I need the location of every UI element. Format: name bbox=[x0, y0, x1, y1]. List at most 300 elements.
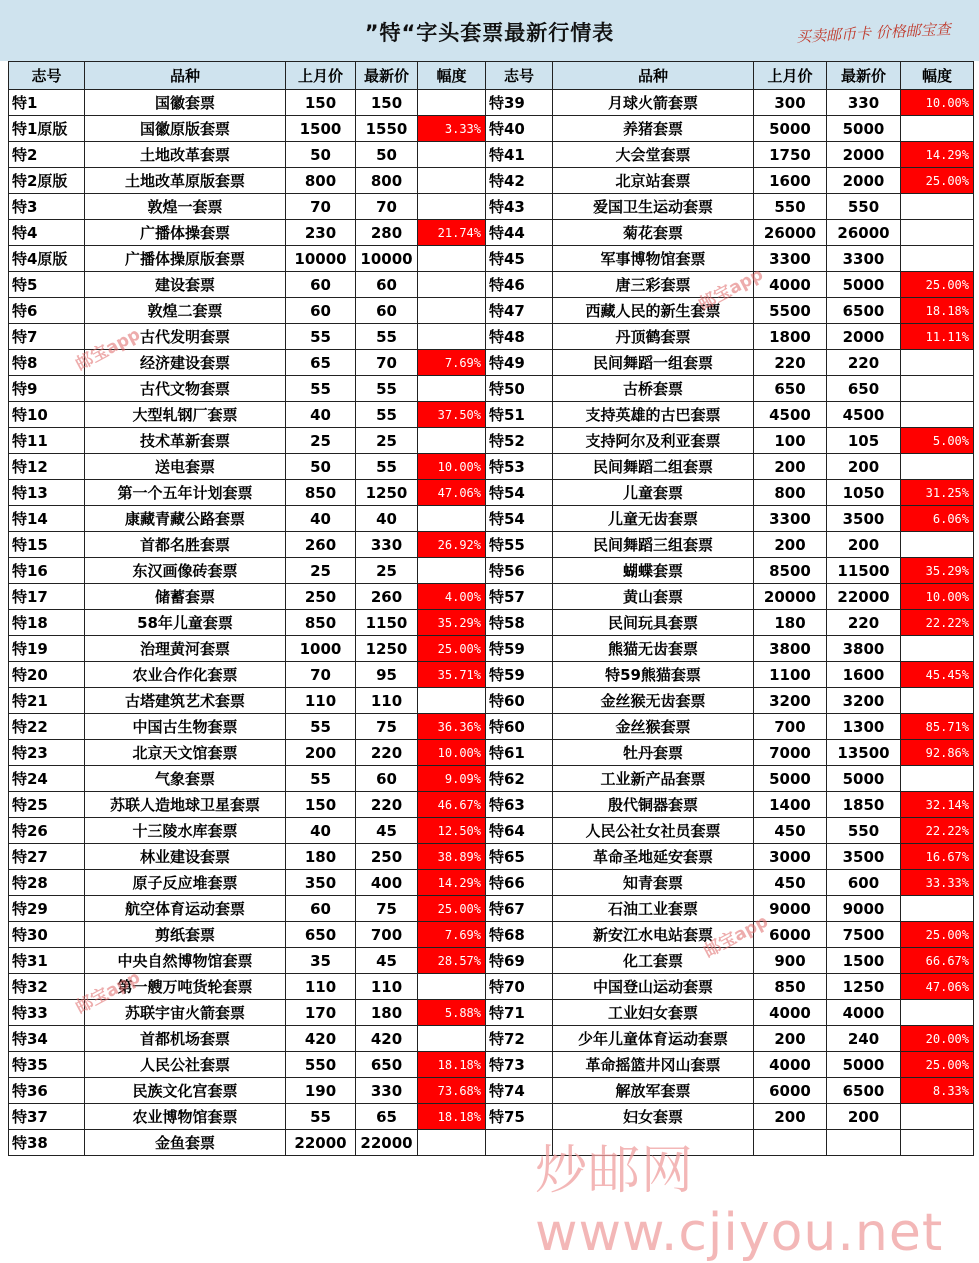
latest-price: 10000 bbox=[356, 246, 418, 272]
stamp-code: 特65 bbox=[486, 844, 553, 870]
latest-price: 6500 bbox=[827, 298, 901, 324]
watermark: 邮宝app bbox=[72, 324, 144, 375]
price-change: 25.00% bbox=[901, 168, 974, 194]
last-month-price: 35 bbox=[286, 948, 356, 974]
stamp-code: 特71 bbox=[486, 1000, 553, 1026]
last-month-price: 450 bbox=[754, 818, 827, 844]
table-row bbox=[9, 168, 974, 194]
latest-price: 26000 bbox=[827, 220, 901, 246]
stamp-code: 特72 bbox=[486, 1026, 553, 1052]
table-row bbox=[9, 246, 974, 272]
stamp-code: 特19 bbox=[9, 636, 85, 662]
latest-price: 110 bbox=[356, 688, 418, 714]
stamp-code: 特15 bbox=[9, 532, 85, 558]
stamp-name: 妇女套票 bbox=[553, 1104, 754, 1130]
latest-price: 45 bbox=[356, 818, 418, 844]
stamp-code: 特43 bbox=[486, 194, 553, 220]
stamp-code: 特26 bbox=[9, 818, 85, 844]
stamp-name: 儿童无齿套票 bbox=[553, 506, 754, 532]
latest-price: 1850 bbox=[827, 792, 901, 818]
stamp-code: 特35 bbox=[9, 1052, 85, 1078]
last-month-price: 5000 bbox=[754, 766, 827, 792]
stamp-code: 特63 bbox=[486, 792, 553, 818]
stamp-name: 民间舞蹈二组套票 bbox=[553, 454, 754, 480]
stamp-name: 苏联人造地球卫星套票 bbox=[85, 792, 286, 818]
last-month-price: 55 bbox=[286, 1104, 356, 1130]
last-month-price: 5500 bbox=[754, 298, 827, 324]
latest-price: 550 bbox=[827, 818, 901, 844]
price-change bbox=[901, 688, 974, 714]
table-header bbox=[9, 62, 974, 90]
price-change bbox=[901, 116, 974, 142]
last-month-price: 450 bbox=[754, 870, 827, 896]
latest-price: 1550 bbox=[356, 116, 418, 142]
stamp-name: 革命圣地延安套票 bbox=[553, 844, 754, 870]
latest-price: 70 bbox=[356, 194, 418, 220]
stamp-name: 治理黄河套票 bbox=[85, 636, 286, 662]
price-change: 11.11% bbox=[901, 324, 974, 350]
price-change bbox=[901, 220, 974, 246]
price-change: 25.00% bbox=[901, 922, 974, 948]
table-row bbox=[9, 532, 974, 558]
latest-price: 7500 bbox=[827, 922, 901, 948]
stamp-name: 大型轧钢厂套票 bbox=[85, 402, 286, 428]
stamp-name: 农业合作化套票 bbox=[85, 662, 286, 688]
header-latest: 最新价 bbox=[827, 62, 901, 90]
price-change: 35.71% bbox=[418, 662, 486, 688]
stamp-name: 苏联宇宙火箭套票 bbox=[85, 1000, 286, 1026]
stamp-name: 第一个五年计划套票 bbox=[85, 480, 286, 506]
stamp-code: 特1原版 bbox=[9, 116, 85, 142]
last-month-price: 1800 bbox=[754, 324, 827, 350]
stamp-name: 第一艘万吨货轮套票 bbox=[85, 974, 286, 1000]
stamp-name: 养猪套票 bbox=[553, 116, 754, 142]
stamp-name: 金丝猴无齿套票 bbox=[553, 688, 754, 714]
ad-slogan: 买卖邮币卡 价格邮宝查 bbox=[795, 19, 952, 47]
last-month-price: 8500 bbox=[754, 558, 827, 584]
last-month-price: 50 bbox=[286, 142, 356, 168]
table-row bbox=[9, 558, 974, 584]
stamp-code: 特14 bbox=[9, 506, 85, 532]
table-row bbox=[9, 870, 974, 896]
last-month-price: 5000 bbox=[754, 116, 827, 142]
stamp-code: 特6 bbox=[9, 298, 85, 324]
table-row bbox=[9, 740, 974, 766]
stamp-code: 特52 bbox=[486, 428, 553, 454]
table-row bbox=[9, 662, 974, 688]
latest-price: 220 bbox=[356, 740, 418, 766]
stamp-code: 特24 bbox=[9, 766, 85, 792]
stamp-code: 特16 bbox=[9, 558, 85, 584]
stamp-name: 少年儿童体育运动套票 bbox=[553, 1026, 754, 1052]
latest-price: 250 bbox=[356, 844, 418, 870]
table-row bbox=[9, 636, 974, 662]
stamp-name: 首都机场套票 bbox=[85, 1026, 286, 1052]
stamp-name: 殷代铜器套票 bbox=[553, 792, 754, 818]
last-month-price: 60 bbox=[286, 298, 356, 324]
stamp-name: 儿童套票 bbox=[553, 480, 754, 506]
latest-price: 4500 bbox=[827, 402, 901, 428]
last-month-price: 1100 bbox=[754, 662, 827, 688]
price-change: 3.33% bbox=[418, 116, 486, 142]
stamp-name: 土地改革套票 bbox=[85, 142, 286, 168]
stamp-code: 特10 bbox=[9, 402, 85, 428]
stamp-code: 特27 bbox=[9, 844, 85, 870]
table-row bbox=[9, 844, 974, 870]
stamp-name: 北京天文馆套票 bbox=[85, 740, 286, 766]
table-row bbox=[9, 896, 974, 922]
latest-price: 6500 bbox=[827, 1078, 901, 1104]
price-change bbox=[418, 90, 486, 116]
latest-price: 75 bbox=[356, 896, 418, 922]
last-month-price: 230 bbox=[286, 220, 356, 246]
stamp-name: 支持阿尔及利亚套票 bbox=[553, 428, 754, 454]
stamp-name: 石油工业套票 bbox=[553, 896, 754, 922]
table-row bbox=[9, 792, 974, 818]
latest-price: 1150 bbox=[356, 610, 418, 636]
latest-price: 400 bbox=[356, 870, 418, 896]
latest-price: 1500 bbox=[827, 948, 901, 974]
latest-price: 5000 bbox=[827, 1052, 901, 1078]
latest-price: 200 bbox=[827, 532, 901, 558]
latest-price: 280 bbox=[356, 220, 418, 246]
price-change: 12.50% bbox=[418, 818, 486, 844]
table-row bbox=[9, 584, 974, 610]
latest-price: 4000 bbox=[827, 1000, 901, 1026]
stamp-code: 特3 bbox=[9, 194, 85, 220]
stamp-name: 首都名胜套票 bbox=[85, 532, 286, 558]
latest-price: 45 bbox=[356, 948, 418, 974]
header-code: 志号 bbox=[9, 62, 85, 90]
price-change: 18.18% bbox=[901, 298, 974, 324]
latest-price: 330 bbox=[356, 1078, 418, 1104]
header-prev: 上月价 bbox=[286, 62, 356, 90]
price-change: 25.00% bbox=[901, 1052, 974, 1078]
stamp-code bbox=[486, 1130, 553, 1156]
table-row bbox=[9, 1000, 974, 1026]
last-month-price: 26000 bbox=[754, 220, 827, 246]
last-month-price: 170 bbox=[286, 1000, 356, 1026]
price-change: 8.33% bbox=[901, 1078, 974, 1104]
table-row bbox=[9, 116, 974, 142]
stamp-name: 古代文物套票 bbox=[85, 376, 286, 402]
stamp-code: 特28 bbox=[9, 870, 85, 896]
stamp-name: 林业建设套票 bbox=[85, 844, 286, 870]
price-table bbox=[8, 61, 974, 1156]
last-month-price: 55 bbox=[286, 324, 356, 350]
price-change: 5.00% bbox=[901, 428, 974, 454]
stamp-code: 特57 bbox=[486, 584, 553, 610]
last-month-price: 60 bbox=[286, 896, 356, 922]
last-month-price: 850 bbox=[286, 610, 356, 636]
stamp-name: 民间玩具套票 bbox=[553, 610, 754, 636]
last-month-price: 150 bbox=[286, 90, 356, 116]
latest-price: 420 bbox=[356, 1026, 418, 1052]
stamp-name: 中国登山运动套票 bbox=[553, 974, 754, 1000]
stamp-code: 特22 bbox=[9, 714, 85, 740]
last-month-price: 65 bbox=[286, 350, 356, 376]
price-change bbox=[901, 376, 974, 402]
last-month-price: 3000 bbox=[754, 844, 827, 870]
last-month-price: 6000 bbox=[754, 1078, 827, 1104]
last-month-price: 40 bbox=[286, 402, 356, 428]
latest-price: 600 bbox=[827, 870, 901, 896]
latest-price: 55 bbox=[356, 402, 418, 428]
latest-price: 60 bbox=[356, 298, 418, 324]
last-month-price: 55 bbox=[286, 376, 356, 402]
latest-price: 50 bbox=[356, 142, 418, 168]
stamp-name: 牡丹套票 bbox=[553, 740, 754, 766]
table-row bbox=[9, 922, 974, 948]
title-bar bbox=[0, 0, 979, 61]
price-change bbox=[418, 298, 486, 324]
header-name: 品种 bbox=[553, 62, 754, 90]
latest-price: 200 bbox=[827, 454, 901, 480]
watermark: 邮宝app bbox=[72, 967, 144, 1018]
stamp-code: 特13 bbox=[9, 480, 85, 506]
price-change: 85.71% bbox=[901, 714, 974, 740]
stamp-name: 敦煌一套票 bbox=[85, 194, 286, 220]
price-change: 5.88% bbox=[418, 1000, 486, 1026]
last-month-price: 1400 bbox=[754, 792, 827, 818]
price-change: 46.67% bbox=[418, 792, 486, 818]
stamp-code: 特37 bbox=[9, 1104, 85, 1130]
price-change bbox=[901, 246, 974, 272]
last-month-price: 4000 bbox=[754, 1052, 827, 1078]
last-month-price: 190 bbox=[286, 1078, 356, 1104]
stamp-code: 特68 bbox=[486, 922, 553, 948]
price-change: 45.45% bbox=[901, 662, 974, 688]
stamp-name: 技术革新套票 bbox=[85, 428, 286, 454]
stamp-name: 广播体操原版套票 bbox=[85, 246, 286, 272]
last-month-price: 55 bbox=[286, 714, 356, 740]
stamp-name: 土地改革原版套票 bbox=[85, 168, 286, 194]
price-change bbox=[901, 1104, 974, 1130]
price-change bbox=[901, 636, 974, 662]
latest-price: 330 bbox=[827, 90, 901, 116]
price-change bbox=[418, 1026, 486, 1052]
latest-price: 1050 bbox=[827, 480, 901, 506]
price-change bbox=[901, 194, 974, 220]
stamp-name bbox=[553, 1130, 754, 1156]
header-prev: 上月价 bbox=[754, 62, 827, 90]
watermark: 邮宝app bbox=[695, 264, 767, 315]
latest-price: 220 bbox=[356, 792, 418, 818]
last-month-price: 25 bbox=[286, 428, 356, 454]
latest-price: 65 bbox=[356, 1104, 418, 1130]
table-row bbox=[9, 402, 974, 428]
price-change: 10.00% bbox=[418, 740, 486, 766]
price-change: 10.00% bbox=[901, 584, 974, 610]
latest-price bbox=[827, 1130, 901, 1156]
site-watermark: 炒邮网 www.cjiyou.net bbox=[535, 1141, 944, 1263]
stamp-code: 特34 bbox=[9, 1026, 85, 1052]
stamp-name: 十三陵水库套票 bbox=[85, 818, 286, 844]
table-row bbox=[9, 688, 974, 714]
price-change: 25.00% bbox=[418, 896, 486, 922]
stamp-code: 特11 bbox=[9, 428, 85, 454]
stamp-code: 特17 bbox=[9, 584, 85, 610]
latest-price: 650 bbox=[356, 1052, 418, 1078]
price-change: 47.06% bbox=[901, 974, 974, 1000]
stamp-code: 特29 bbox=[9, 896, 85, 922]
table-row bbox=[9, 1052, 974, 1078]
stamp-code: 特70 bbox=[486, 974, 553, 1000]
last-month-price: 800 bbox=[754, 480, 827, 506]
stamp-name: 蝴蝶套票 bbox=[553, 558, 754, 584]
stamp-name: 广播体操套票 bbox=[85, 220, 286, 246]
latest-price: 330 bbox=[356, 532, 418, 558]
last-month-price: 22000 bbox=[286, 1130, 356, 1156]
stamp-name: 月球火箭套票 bbox=[553, 90, 754, 116]
last-month-price: 55 bbox=[286, 766, 356, 792]
price-change: 31.25% bbox=[901, 480, 974, 506]
last-month-price: 420 bbox=[286, 1026, 356, 1052]
stamp-code: 特33 bbox=[9, 1000, 85, 1026]
table-row bbox=[9, 376, 974, 402]
latest-price: 60 bbox=[356, 766, 418, 792]
price-change: 6.06% bbox=[901, 506, 974, 532]
last-month-price: 180 bbox=[286, 844, 356, 870]
table-row bbox=[9, 1078, 974, 1104]
stamp-name: 熊猫无齿套票 bbox=[553, 636, 754, 662]
last-month-price: 200 bbox=[754, 1104, 827, 1130]
table-row bbox=[9, 324, 974, 350]
latest-price: 5000 bbox=[827, 116, 901, 142]
price-change: 4.00% bbox=[418, 584, 486, 610]
price-change: 66.67% bbox=[901, 948, 974, 974]
stamp-name: 储蓄套票 bbox=[85, 584, 286, 610]
header-code: 志号 bbox=[486, 62, 553, 90]
price-change: 35.29% bbox=[901, 558, 974, 584]
stamp-name: 送电套票 bbox=[85, 454, 286, 480]
latest-price: 110 bbox=[356, 974, 418, 1000]
price-change bbox=[418, 168, 486, 194]
latest-price: 22000 bbox=[356, 1130, 418, 1156]
last-month-price: 1600 bbox=[754, 168, 827, 194]
stamp-code: 特4原版 bbox=[9, 246, 85, 272]
stamp-code: 特31 bbox=[9, 948, 85, 974]
latest-price: 13500 bbox=[827, 740, 901, 766]
stamp-name: 农业博物馆套票 bbox=[85, 1104, 286, 1130]
last-month-price: 10000 bbox=[286, 246, 356, 272]
latest-price: 105 bbox=[827, 428, 901, 454]
price-change bbox=[418, 272, 486, 298]
last-month-price: 25 bbox=[286, 558, 356, 584]
stamp-code: 特8 bbox=[9, 350, 85, 376]
last-month-price: 4500 bbox=[754, 402, 827, 428]
stamp-name: 航空体育运动套票 bbox=[85, 896, 286, 922]
latest-price: 55 bbox=[356, 454, 418, 480]
price-change: 92.86% bbox=[901, 740, 974, 766]
last-month-price: 200 bbox=[286, 740, 356, 766]
last-month-price: 200 bbox=[754, 1026, 827, 1052]
last-month-price: 1000 bbox=[286, 636, 356, 662]
stamp-code: 特44 bbox=[486, 220, 553, 246]
last-month-price: 300 bbox=[754, 90, 827, 116]
stamp-name: 中国古生物套票 bbox=[85, 714, 286, 740]
price-change: 14.29% bbox=[418, 870, 486, 896]
stamp-code: 特23 bbox=[9, 740, 85, 766]
price-change: 25.00% bbox=[418, 636, 486, 662]
price-change: 20.00% bbox=[901, 1026, 974, 1052]
last-month-price: 180 bbox=[754, 610, 827, 636]
stamp-code: 特64 bbox=[486, 818, 553, 844]
last-month-price: 850 bbox=[754, 974, 827, 1000]
last-month-price: 250 bbox=[286, 584, 356, 610]
table-row bbox=[9, 1130, 974, 1156]
latest-price: 2000 bbox=[827, 142, 901, 168]
stamp-code: 特53 bbox=[486, 454, 553, 480]
latest-price: 260 bbox=[356, 584, 418, 610]
latest-price: 22000 bbox=[827, 584, 901, 610]
table-row bbox=[9, 766, 974, 792]
last-month-price: 850 bbox=[286, 480, 356, 506]
stamp-name: 原子反应堆套票 bbox=[85, 870, 286, 896]
last-month-price: 60 bbox=[286, 272, 356, 298]
stamp-code: 特18 bbox=[9, 610, 85, 636]
latest-price: 240 bbox=[827, 1026, 901, 1052]
price-change: 47.06% bbox=[418, 480, 486, 506]
last-month-price: 700 bbox=[754, 714, 827, 740]
last-month-price: 3800 bbox=[754, 636, 827, 662]
stamp-name: 新安江水电站套票 bbox=[553, 922, 754, 948]
price-change: 33.33% bbox=[901, 870, 974, 896]
last-month-price: 70 bbox=[286, 662, 356, 688]
stamp-code: 特47 bbox=[486, 298, 553, 324]
stamp-code: 特2 bbox=[9, 142, 85, 168]
price-change bbox=[418, 1130, 486, 1156]
price-change bbox=[418, 246, 486, 272]
price-change bbox=[901, 350, 974, 376]
latest-price: 3200 bbox=[827, 688, 901, 714]
stamp-code: 特4 bbox=[9, 220, 85, 246]
latest-price: 60 bbox=[356, 272, 418, 298]
stamp-code: 特54 bbox=[486, 506, 553, 532]
table-row bbox=[9, 428, 974, 454]
table-row bbox=[9, 818, 974, 844]
price-change bbox=[418, 142, 486, 168]
latest-price: 1300 bbox=[827, 714, 901, 740]
latest-price: 25 bbox=[356, 558, 418, 584]
latest-price: 220 bbox=[827, 350, 901, 376]
stamp-code: 特48 bbox=[486, 324, 553, 350]
price-change bbox=[901, 766, 974, 792]
latest-price: 9000 bbox=[827, 896, 901, 922]
table-row bbox=[9, 1026, 974, 1052]
stamp-code: 特46 bbox=[486, 272, 553, 298]
price-change bbox=[901, 402, 974, 428]
stamp-name: 金丝猴套票 bbox=[553, 714, 754, 740]
stamp-code: 特61 bbox=[486, 740, 553, 766]
price-change: 14.29% bbox=[901, 142, 974, 168]
price-change: 18.18% bbox=[418, 1052, 486, 1078]
stamp-name: 知青套票 bbox=[553, 870, 754, 896]
stamp-name: 经济建设套票 bbox=[85, 350, 286, 376]
header-latest: 最新价 bbox=[356, 62, 418, 90]
stamp-code: 特36 bbox=[9, 1078, 85, 1104]
price-change bbox=[901, 1000, 974, 1026]
stamp-code: 特62 bbox=[486, 766, 553, 792]
stamp-name: 康藏青藏公路套票 bbox=[85, 506, 286, 532]
stamp-code: 特5 bbox=[9, 272, 85, 298]
latest-price: 70 bbox=[356, 350, 418, 376]
stamp-name: 中央自然博物馆套票 bbox=[85, 948, 286, 974]
stamp-name: 丹顶鹤套票 bbox=[553, 324, 754, 350]
stamp-name: 菊花套票 bbox=[553, 220, 754, 246]
latest-price: 2000 bbox=[827, 324, 901, 350]
stamp-code: 特67 bbox=[486, 896, 553, 922]
